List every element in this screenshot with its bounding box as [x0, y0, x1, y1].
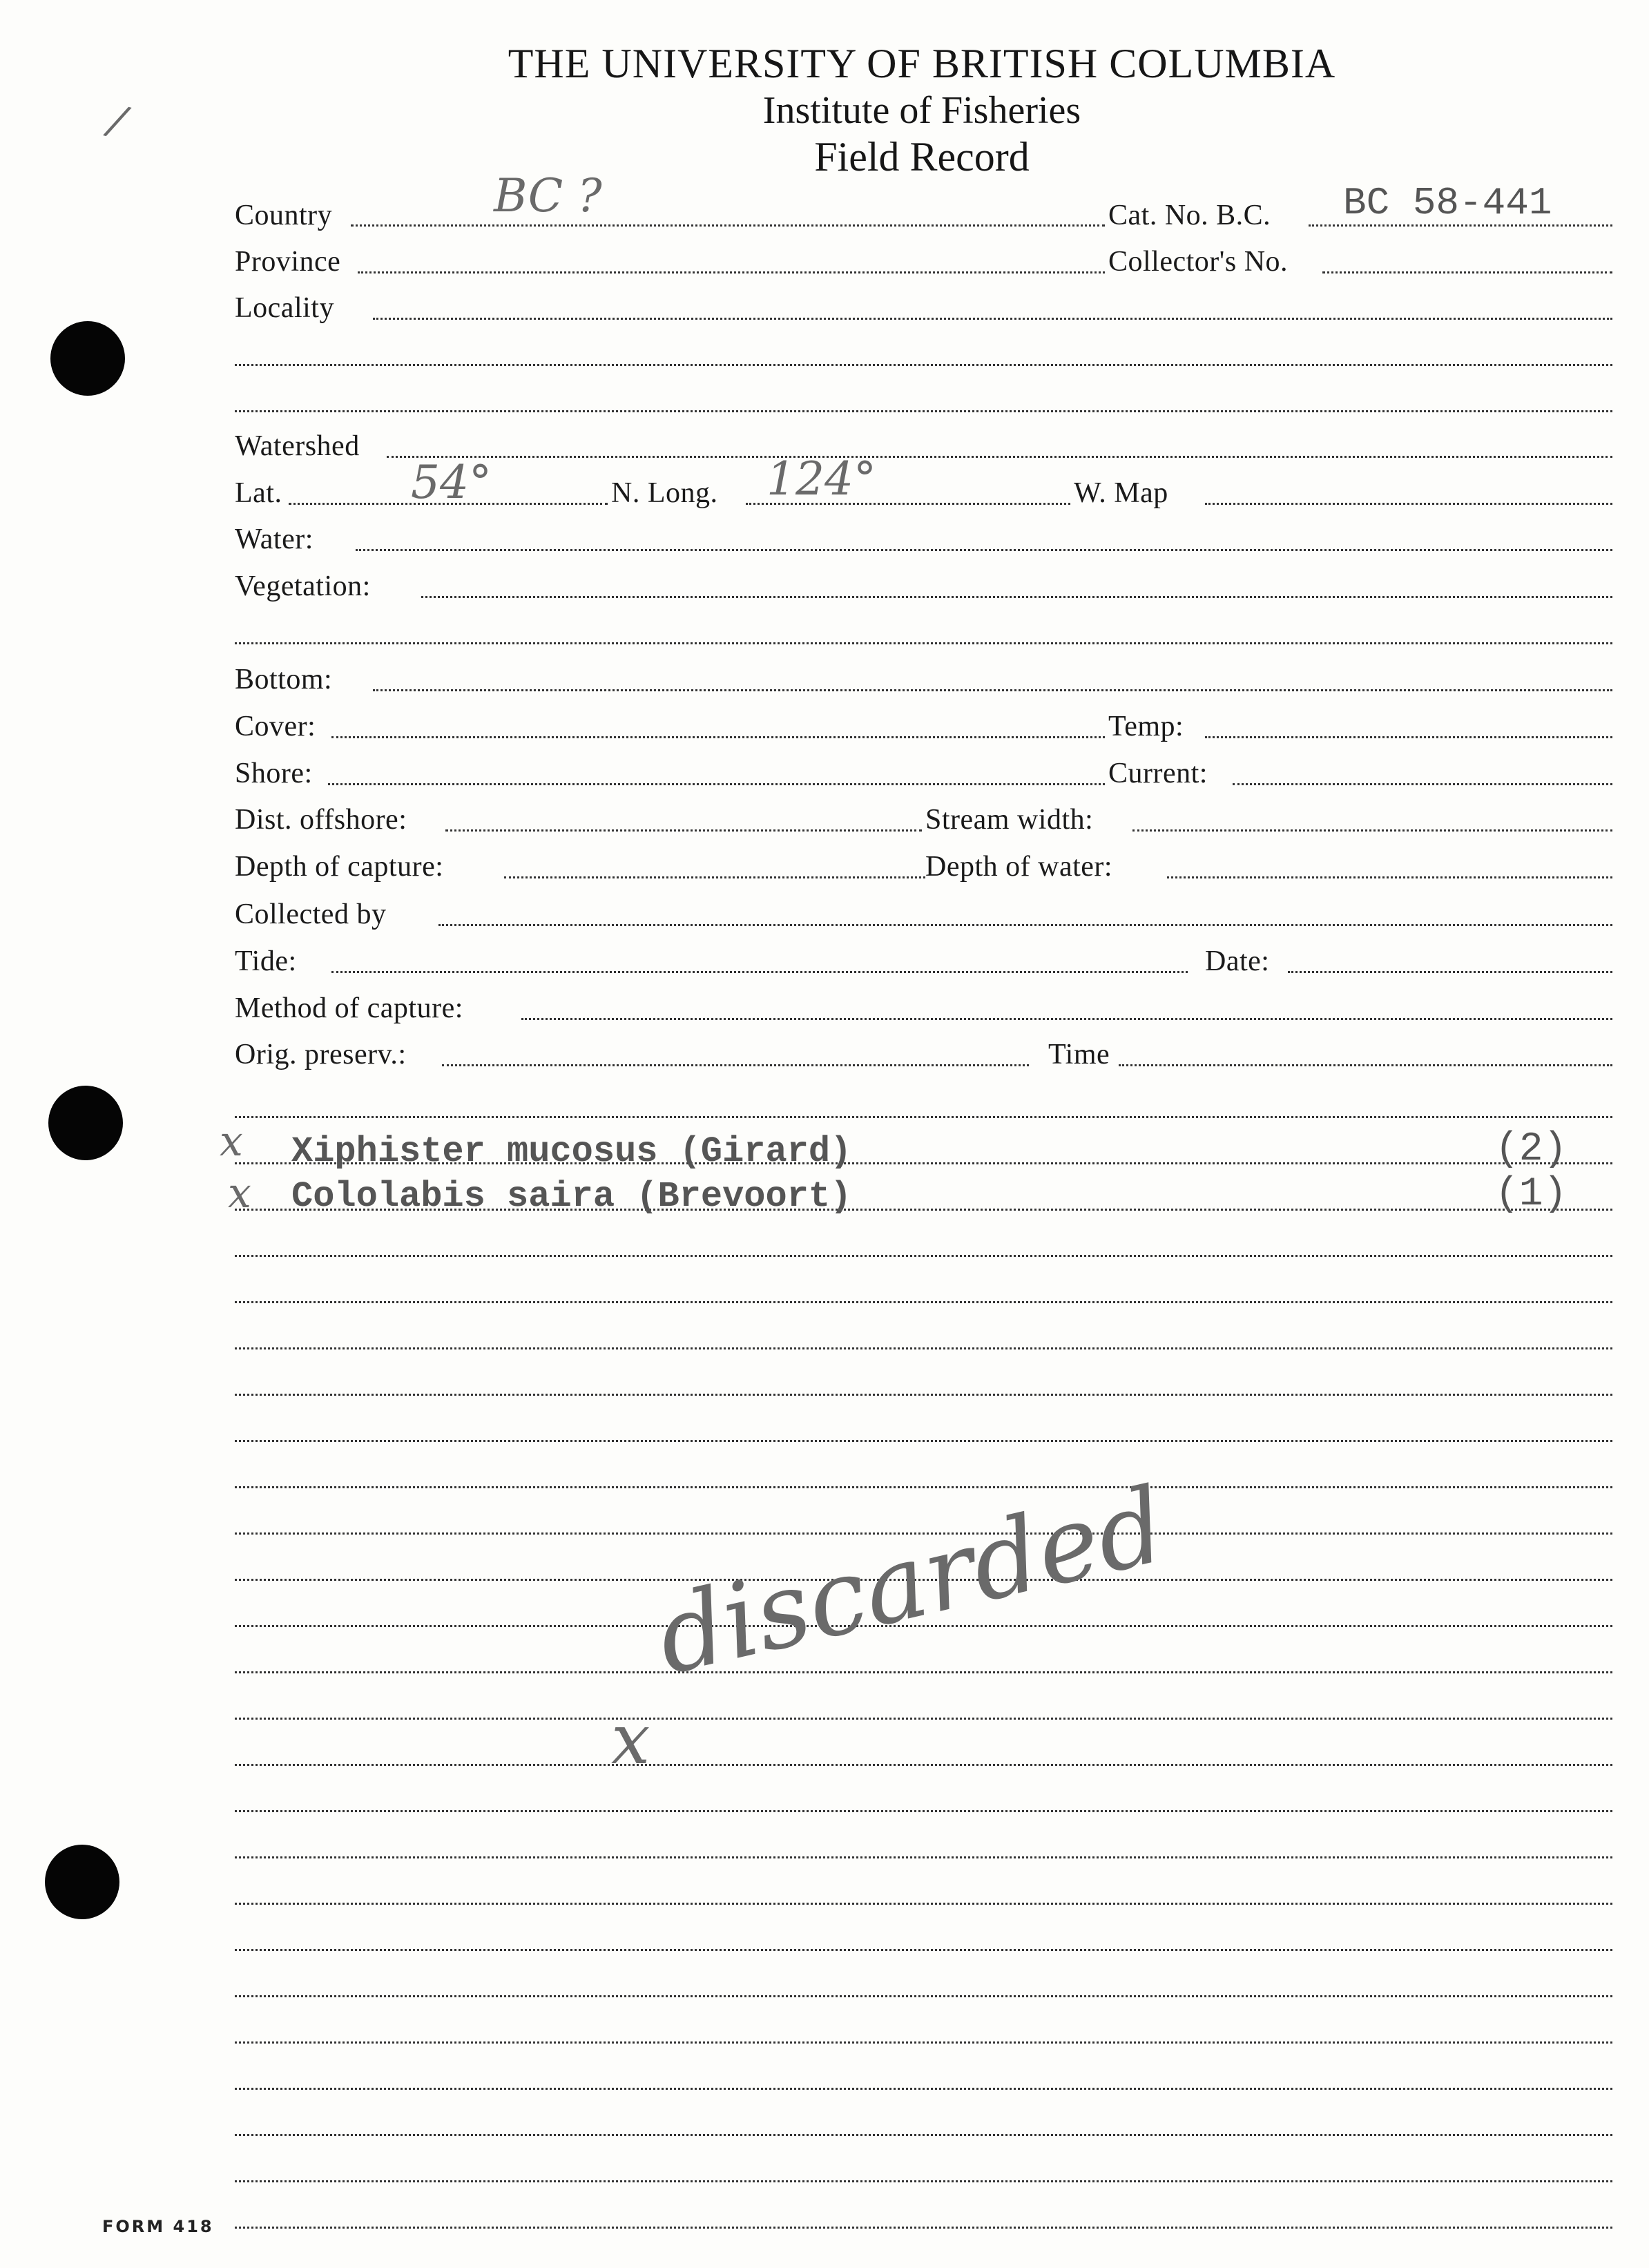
w-map-label: W. Map — [1074, 477, 1168, 509]
collected-by-label: Collected by — [235, 898, 387, 930]
orig-preserv-line — [442, 1064, 1029, 1066]
collectors-no-label: Collector's No. — [1108, 246, 1289, 278]
ruled-line — [235, 1856, 1612, 1858]
ruled-line — [235, 1255, 1612, 1257]
time-line — [1119, 1064, 1612, 1066]
bottom-line — [373, 689, 1612, 691]
current-line — [1233, 783, 1612, 785]
tide-label: Tide: — [235, 945, 297, 977]
institute-title: Institute of Fisheries — [762, 89, 1081, 132]
water-line — [356, 549, 1612, 551]
shore-line — [328, 783, 1105, 785]
bottom-label: Bottom: — [235, 664, 333, 695]
tide-line — [331, 971, 1188, 973]
cover-label: Cover: — [235, 711, 316, 742]
dist-offshore-line — [445, 829, 922, 832]
depth-capture-line — [504, 876, 925, 878]
n-long-label: N. Long. — [611, 477, 718, 509]
ruled-line — [235, 1671, 1612, 1673]
vegetation-label: Vegetation: — [235, 570, 371, 602]
ruled-line — [235, 1116, 1612, 1118]
province-label: Province — [235, 246, 341, 278]
punch-hole-top — [50, 321, 125, 396]
country-line — [351, 224, 1105, 227]
university-title: THE UNIVERSITY OF BRITISH COLUMBIA — [508, 41, 1336, 86]
locality-line-3 — [235, 410, 1612, 412]
stream-width-line — [1132, 829, 1612, 832]
depth-water-line — [1167, 876, 1612, 878]
date-line — [1288, 971, 1612, 973]
pencil-tick-mark: / — [104, 95, 131, 146]
cover-line — [331, 736, 1105, 738]
cat-no-value: BC 58-441 — [1343, 181, 1552, 225]
country-value: BC ? — [494, 169, 602, 222]
depth-capture-label: Depth of capture: — [235, 851, 444, 883]
time-label: Time — [1048, 1039, 1110, 1070]
discarded-note: discarded — [646, 1465, 1176, 1698]
ruled-line — [235, 2180, 1612, 2182]
current-label: Current: — [1108, 758, 1208, 789]
species-check-mark: x — [220, 1117, 243, 1166]
ruled-line — [235, 1718, 1612, 1720]
map-line — [1205, 503, 1612, 505]
ruled-line — [235, 2088, 1612, 2090]
species-check-mark: x — [228, 1169, 251, 1218]
ruled-line — [235, 1903, 1612, 1905]
temp-line — [1205, 736, 1612, 738]
ruled-line — [235, 1440, 1612, 1442]
ruled-line — [235, 1949, 1612, 1951]
species-name: Cololabis saira (Brevoort) — [291, 1176, 852, 1217]
species-count: (2) — [1495, 1127, 1568, 1172]
cat-no-label: Cat. No. B.C. — [1108, 200, 1271, 231]
ruled-line — [235, 1764, 1612, 1766]
ruled-line — [235, 1995, 1612, 1997]
collectors-no-line — [1322, 271, 1612, 273]
ruled-line — [235, 1810, 1612, 1812]
shore-label: Shore: — [235, 758, 313, 789]
locality-line-2 — [235, 364, 1612, 366]
method-label: Method of capture: — [235, 992, 463, 1024]
lat-value: 54° — [411, 456, 492, 509]
locality-line — [373, 318, 1612, 320]
punch-hole-bottom — [45, 1845, 119, 1919]
province-line — [358, 271, 1105, 273]
stream-width-label: Stream width: — [925, 804, 1094, 836]
date-label: Date: — [1205, 945, 1270, 977]
ruled-line — [235, 2134, 1612, 2136]
temp-label: Temp: — [1108, 711, 1184, 742]
ruled-line — [235, 2041, 1612, 2044]
long-value: 124° — [766, 452, 876, 506]
form-number: FORM 418 — [102, 2217, 214, 2236]
water-label: Water: — [235, 523, 314, 555]
vegetation-line-2 — [235, 642, 1612, 644]
punch-hole-middle — [48, 1086, 123, 1160]
method-line — [521, 1018, 1612, 1020]
ruled-line — [235, 1394, 1612, 1396]
locality-label: Locality — [235, 292, 334, 324]
vegetation-line — [421, 596, 1612, 598]
record-type-title: Field Record — [814, 134, 1030, 180]
dist-offshore-label: Dist. offshore: — [235, 804, 407, 836]
ruled-line — [235, 1486, 1612, 1488]
ruled-line — [235, 2227, 1612, 2229]
depth-water-label: Depth of water: — [925, 851, 1113, 883]
species-name: Xiphister mucosus (Girard) — [291, 1131, 852, 1172]
ruled-line — [235, 1347, 1612, 1349]
species-count: (1) — [1495, 1172, 1568, 1217]
collected-by-line — [438, 924, 1612, 926]
country-label: Country — [235, 200, 333, 231]
lat-label: Lat. — [235, 477, 282, 509]
ruled-line — [235, 1301, 1612, 1303]
note-mark: x — [611, 1699, 650, 1780]
watershed-line — [387, 456, 1612, 458]
watershed-label: Watershed — [235, 430, 360, 462]
orig-preserv-label: Orig. preserv.: — [235, 1039, 407, 1070]
